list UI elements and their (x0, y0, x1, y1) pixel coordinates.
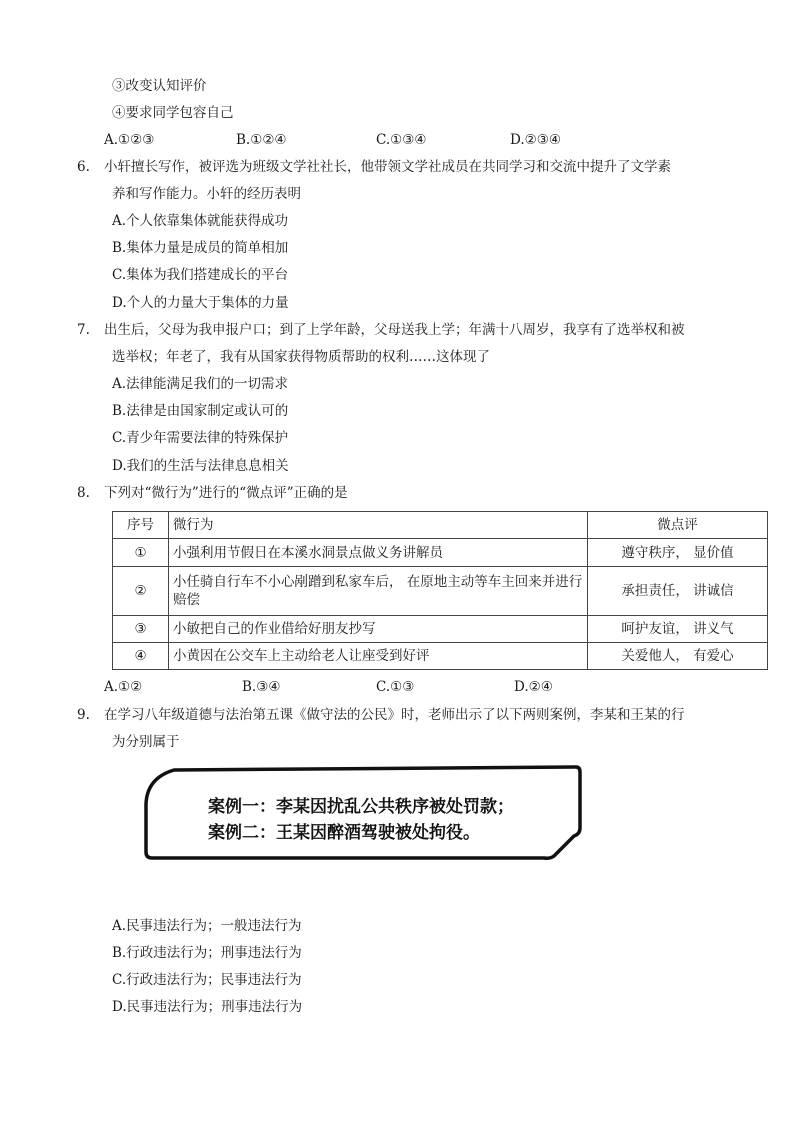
row-serial: ④ (113, 643, 169, 670)
table-row (113, 616, 768, 643)
table-row (113, 539, 768, 567)
q5-choice-d: D.②③④ (510, 132, 561, 148)
table-row (113, 643, 768, 670)
header-comment: 微点评 (588, 512, 768, 539)
q6-option-a: A.个人依靠集体就能获得成功 (112, 213, 289, 229)
q8-choice-c: C.①③ (376, 679, 415, 695)
q9-option-a: A.民事违法行为；一般违法行为 (112, 918, 302, 934)
q8-choice-b: B.③④ (242, 679, 281, 695)
q5-option-4: ④要求同学包容自己 (112, 105, 234, 121)
header-behavior: 微行为 (169, 512, 588, 539)
row-serial: ② (113, 567, 169, 616)
q6-number: 6. (77, 159, 90, 175)
row-behavior: 小强利用节假日在本溪水洞景点做义务讲解员 (169, 539, 588, 567)
row-behavior: 小黄因在公交车上主动给老人让座受到好评 (169, 643, 588, 670)
q9-option-b: B.行政违法行为；刑事违法行为 (112, 945, 302, 961)
q7-stem-line2: 选举权；年老了，我有从国家获得物质帮助的权利……这体现了 (112, 349, 490, 365)
row-serial: ③ (113, 616, 169, 643)
q9-option-c: C.行政违法行为；民事违法行为 (112, 972, 302, 988)
header-serial: 序号 (113, 512, 169, 539)
case-box (142, 764, 584, 860)
q9-number: 9. (77, 707, 90, 723)
table-header-row (113, 512, 768, 539)
q5-choice-c: C.①③④ (376, 132, 427, 148)
q7-stem-line1: 出生后，父母为我申报户口；到了上学年龄，父母送我上学；年满十八周岁，我享有了选举权和被 (104, 322, 685, 338)
q8-number: 8. (77, 485, 90, 501)
case-one-text: 案例一：李某因扰乱公共秩序被处罚款； (208, 797, 514, 817)
q8-choice-a: A.①② (104, 679, 143, 695)
q6-option-b: B.集体力量是成员的简单相加 (112, 240, 289, 256)
q8-choice-d: D.②④ (514, 679, 553, 695)
q7-option-c: C.青少年需要法律的特殊保护 (112, 430, 289, 446)
table-row (113, 567, 768, 616)
row-behavior: 小任骑自行车不小心剐蹭到私家车后， 在原地主动等车主回来并进行赔偿 (169, 567, 588, 616)
q6-stem-line2: 养和写作能力。小轩的经历表明 (112, 186, 301, 202)
q9-stem-line1: 在学习八年级道德与法治第五课《做守法的公民》时，老师出示了以下两则案例，李某和王某的行 (104, 707, 685, 723)
q5-choice-a: A.①②③ (104, 132, 155, 148)
row-comment: 呵护友谊， 讲义气 (588, 616, 768, 643)
q6-stem-line1: 小轩擅长写作，被评选为班级文学社社长，他带领文学社成员在共同学习和交流中提升了文学素 (104, 159, 671, 175)
q7-option-d: D.我们的生活与法律息息相关 (112, 458, 289, 474)
row-comment: 承担责任， 讲诚信 (588, 567, 768, 616)
row-comment: 遵守秩序， 显价值 (588, 539, 768, 567)
q9-option-d: D.民事违法行为；刑事违法行为 (112, 999, 303, 1015)
q7-option-a: A.法律能满足我们的一切需求 (112, 376, 289, 392)
case-two-text: 案例二：王某因醉酒驾驶被处拘役。 (208, 823, 480, 843)
q6-option-d: D.个人的力量大于集体的力量 (112, 295, 289, 311)
q8-stem: 下列对“微行为”进行的“微点评”正确的是 (104, 485, 348, 501)
q6-option-c: C.集体为我们搭建成长的平台 (112, 267, 289, 283)
q9-stem-line2: 为分别属于 (112, 734, 180, 750)
q7-option-b: B.法律是由国家制定或认可的 (112, 403, 289, 419)
q5-choice-b: B.①②④ (236, 132, 287, 148)
row-serial: ① (113, 539, 169, 567)
row-behavior: 小敏把自己的作业借给好朋友抄写 (169, 616, 588, 643)
q7-number: 7. (77, 322, 90, 338)
row-comment: 关爱他人， 有爱心 (588, 643, 768, 670)
q5-option-3: ③改变认知评价 (112, 78, 207, 94)
micro-behavior-table (112, 511, 768, 670)
